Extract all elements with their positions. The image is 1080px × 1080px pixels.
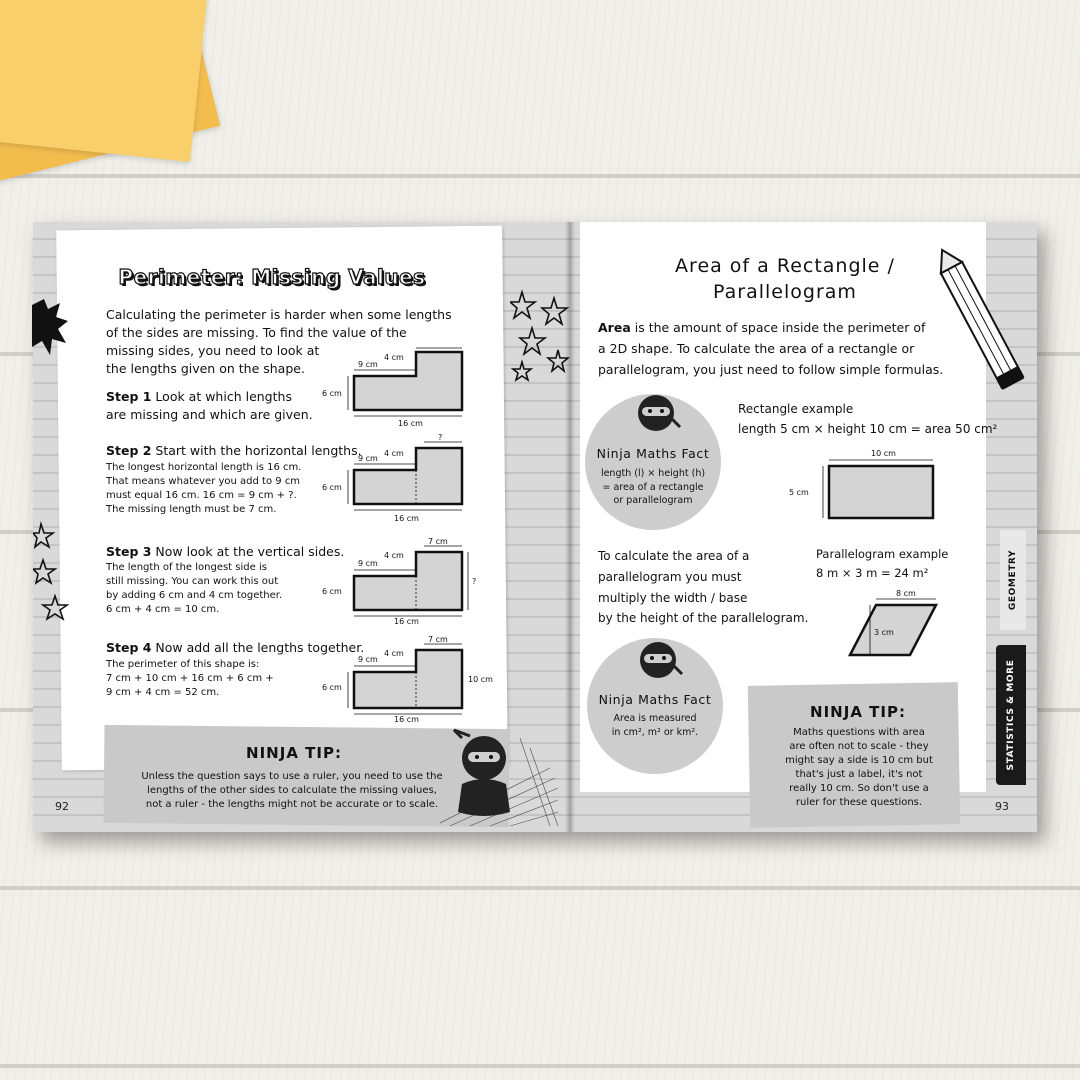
fact1-title: Ninja Maths Fact bbox=[596, 446, 710, 461]
step1-line2: are missing and which are given. bbox=[106, 407, 313, 422]
area-intro-line3: parallelogram, you just need to follow simple formulas. bbox=[598, 362, 944, 377]
step4-line3: 9 cm + 4 cm = 52 cm. bbox=[106, 687, 220, 698]
step3-line2: still missing. You can work this out bbox=[106, 576, 279, 587]
d2-question-label: ? bbox=[438, 434, 443, 442]
right-tip-line5: really 10 cm. So don't use a bbox=[789, 783, 929, 794]
d3-nine-label: 9 cm bbox=[358, 559, 378, 568]
left-tip-line2: lengths of the other sides to calculate the missing values, bbox=[147, 785, 437, 796]
tab-geometry[interactable]: GEOMETRY bbox=[1000, 530, 1026, 630]
ink-splat-icon bbox=[30, 295, 70, 365]
ninja-head-icon-2 bbox=[636, 640, 684, 682]
d3-question-label: ? bbox=[472, 577, 477, 586]
rect-example-formula: length 5 cm × height 10 cm = area 50 cm² bbox=[738, 422, 998, 436]
step3-line3: by adding 6 cm and 4 cm together. bbox=[106, 590, 283, 601]
right-tip-line1: Maths questions with area bbox=[793, 727, 925, 738]
fact2-title: Ninja Maths Fact bbox=[598, 692, 712, 707]
left-page-title: Perimeter: Missing Values bbox=[118, 265, 426, 289]
step2-heading: Step 2 Start with the horizontal lengths. bbox=[106, 443, 362, 458]
para-text-line2: parallelogram you must bbox=[598, 570, 742, 584]
rectangle-diagram bbox=[785, 442, 945, 522]
step3-line1: The length of the longest side is bbox=[106, 562, 267, 573]
step2-line1: The longest horizontal length is 16 cm. bbox=[106, 462, 302, 473]
right-title-line2: Parallelogram bbox=[713, 281, 857, 303]
d1-four-label: 4 cm bbox=[384, 353, 404, 362]
right-tip-title: NINJA TIP: bbox=[810, 703, 906, 721]
star-doodles-icon bbox=[510, 288, 570, 388]
step2-line4: The missing length must be 7 cm. bbox=[106, 504, 277, 515]
d4-nine-label: 9 cm bbox=[358, 655, 378, 664]
para-text-line3: multiply the width / base bbox=[598, 591, 748, 605]
left-star-doodles-icon bbox=[33, 520, 73, 630]
d2-nine-label: 9 cm bbox=[358, 454, 378, 463]
fact2-line2: in cm², m² or km². bbox=[611, 727, 699, 738]
d3-four-label: 4 cm bbox=[384, 551, 404, 560]
intro-line-4: the lengths given on the shape. bbox=[106, 361, 305, 376]
parallelogram-diagram bbox=[840, 585, 950, 665]
d4-six-label: 6 cm bbox=[322, 683, 342, 692]
step4-heading: Step 4 Now add all the lengths together. bbox=[106, 640, 365, 655]
d1-nine-label: 9 cm bbox=[358, 360, 378, 369]
d3-sixteen-label: 16 cm bbox=[394, 617, 419, 626]
d2-six-label: 6 cm bbox=[322, 483, 342, 492]
shape-diagram-step1 bbox=[320, 340, 480, 435]
fact1-line1: length (l) × height (h) bbox=[600, 468, 706, 479]
step2-line3: must equal 16 cm. 16 cm = 9 cm + ?. bbox=[106, 490, 297, 501]
d4-sixteen-label: 16 cm bbox=[394, 715, 419, 724]
tab-statistics[interactable]: STATISTICS & MORE bbox=[996, 645, 1026, 785]
right-tip-line3: might say a side is 10 cm but bbox=[785, 755, 933, 766]
shape-diagram-step2 bbox=[320, 434, 480, 529]
d2-four-label: 4 cm bbox=[384, 449, 404, 458]
left-tip-line3: not a ruler - the lengths might not be accurate or to scale. bbox=[145, 799, 439, 810]
step2-line2: That means whatever you add to 9 cm bbox=[106, 476, 301, 487]
sticky-note-front bbox=[0, 0, 209, 162]
ninja-head-icon bbox=[634, 393, 682, 435]
para-top-label: 8 cm bbox=[896, 589, 916, 598]
right-page-number: 93 bbox=[995, 800, 1009, 813]
right-title-line1: Area of a Rectangle / bbox=[675, 255, 895, 277]
step4-line1: The perimeter of this shape is: bbox=[106, 659, 260, 670]
fact1-line2: = area of a rectangle bbox=[602, 482, 704, 493]
rect-example-title: Rectangle example bbox=[738, 402, 854, 416]
para-text-line4: by the height of the parallelogram. bbox=[598, 611, 809, 625]
d1-sixteen-label: 16 cm bbox=[398, 419, 423, 428]
ninja-character-icon bbox=[440, 728, 560, 828]
step1-heading: Step 1 Look at which lengths bbox=[106, 389, 292, 404]
right-tip-line2: are often not to scale - they bbox=[789, 741, 929, 752]
intro-line-3: missing sides, you need to look at bbox=[106, 343, 320, 358]
d1-six-label: 6 cm bbox=[322, 389, 342, 398]
area-intro-line1: Area is the amount of space inside the perimeter of bbox=[598, 320, 926, 335]
d4-four-label: 4 cm bbox=[384, 649, 404, 658]
area-intro-line2: a 2D shape. To calculate the area of a rectangle or bbox=[598, 341, 915, 356]
right-tip-line4: that's just a label, it's not bbox=[795, 769, 923, 780]
para-height-label: 3 cm bbox=[874, 628, 894, 637]
d2-sixteen-label: 16 cm bbox=[394, 514, 419, 523]
intro-line-1: Calculating the perimeter is harder when some lengths bbox=[106, 307, 452, 322]
right-tip-line6: ruler for these questions. bbox=[795, 797, 923, 808]
d4-seven-label: 7 cm bbox=[428, 635, 448, 644]
d3-six-label: 6 cm bbox=[322, 587, 342, 596]
para-example-title: Parallelogram example bbox=[816, 547, 949, 561]
book-gutter bbox=[565, 222, 575, 832]
intro-line-2: of the sides are missing. To find the value of the bbox=[106, 325, 407, 340]
shape-diagram-step3 bbox=[320, 532, 490, 627]
rect-top-label: 10 cm bbox=[871, 449, 896, 458]
step3-line4: 6 cm + 4 cm = 10 cm. bbox=[106, 604, 220, 615]
step3-heading: Step 3 Now look at the vertical sides. bbox=[106, 544, 345, 559]
left-tip-line1: Unless the question says to use a ruler, you need to use the bbox=[141, 771, 443, 782]
fact2-line1: Area is measured bbox=[613, 713, 697, 724]
para-text-line1: To calculate the area of a bbox=[598, 549, 750, 563]
step4-line2: 7 cm + 10 cm + 16 cm + 6 cm + bbox=[106, 673, 274, 684]
fact1-line3: or parallelogram bbox=[613, 495, 693, 506]
left-page-number: 92 bbox=[55, 800, 69, 813]
para-example-formula: 8 m × 3 m = 24 m² bbox=[816, 566, 929, 580]
d3-seven-label: 7 cm bbox=[428, 537, 448, 546]
shape-diagram-step4 bbox=[320, 630, 500, 725]
left-tip-title: NINJA TIP: bbox=[246, 744, 342, 762]
d4-ten-label: 10 cm bbox=[468, 675, 493, 684]
rect-side-label: 5 cm bbox=[789, 488, 809, 497]
pencil-icon bbox=[932, 240, 1032, 410]
